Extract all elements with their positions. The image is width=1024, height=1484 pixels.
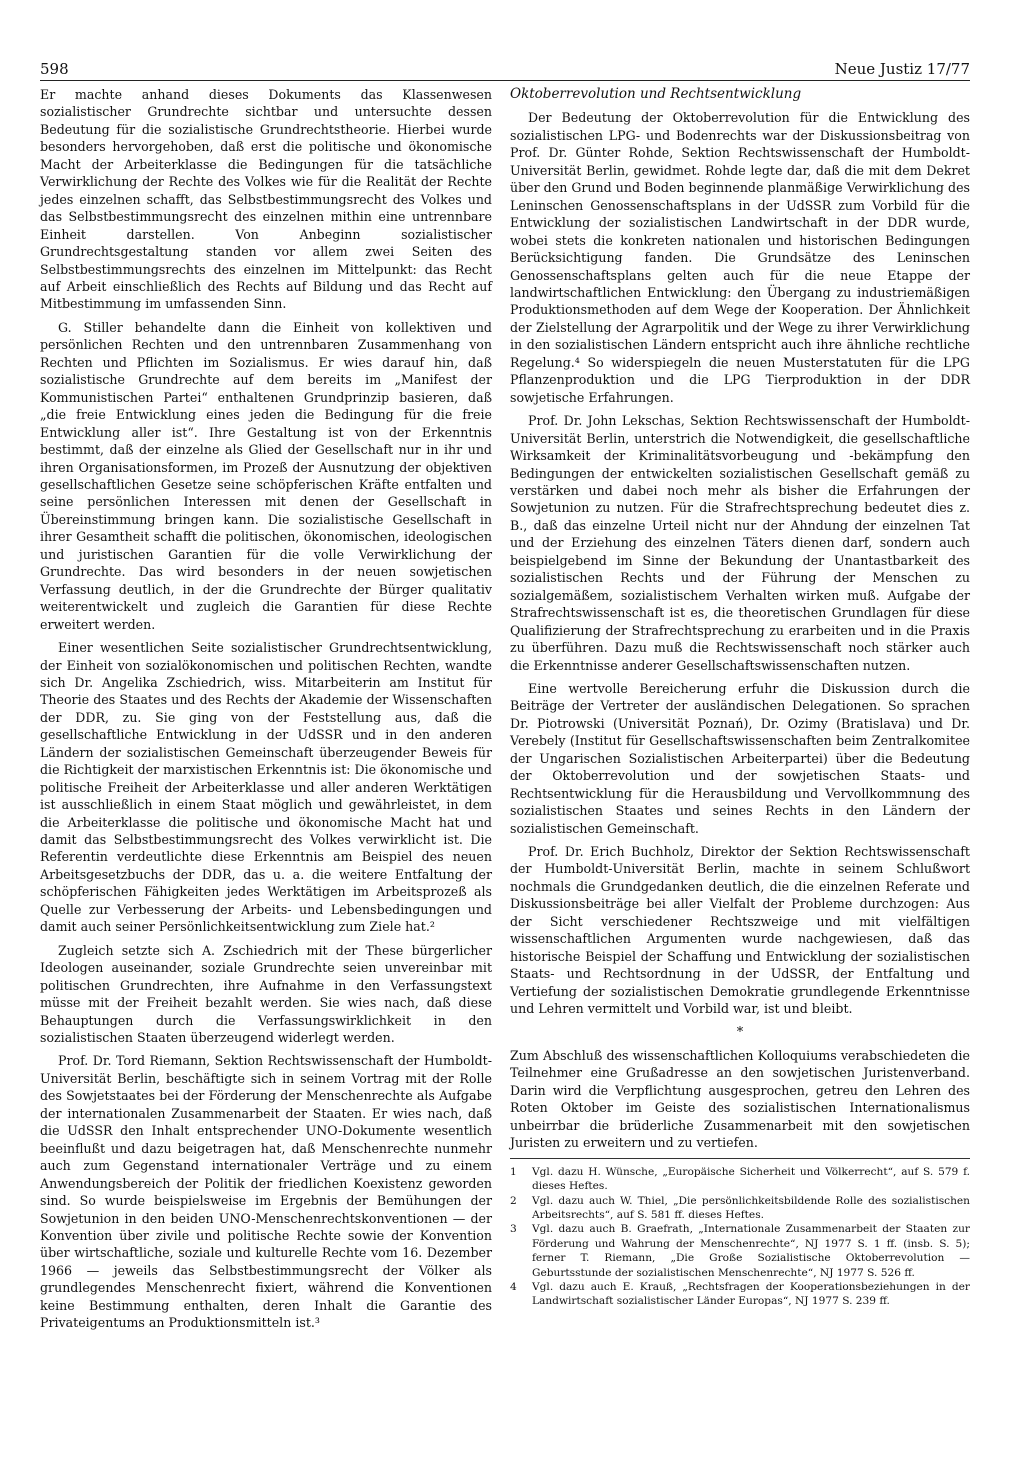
footnote-number: 2 — [510, 1194, 517, 1207]
paragraph: Eine wertvolle Bereicherung erfuhr die Diskussion durch die Beiträge der Vertreter der ausländischen Delegationen. So sprachen Dr. Piotrowski (Universität Poznań), Dr. Ozimy (Bratislava) und Dr. Verebely (Institut für Gesellschaftswissenschaften beim Zentralkomitee der Ungarischen Sozialistischen Arbeiterpartei) über die Bedeutung der Oktoberrevolution und der sowjetischen Staats- und Rechtsentwicklung für die Herausbildung und Vervollkommnung des sozialistischen Staates und seines Rechts in den Ländern der sozialistischen Gemeinschaft. — [510, 680, 970, 836]
footnote-text: Vgl. dazu H. Wünsche, „Europäische Sicherheit und Völkerrecht“, auf S. 579 f. dieses Heftes. — [532, 1165, 970, 1193]
footnote-number: 3 — [510, 1223, 517, 1236]
footnote — [510, 1194, 970, 1223]
section-heading: Oktoberrevolution und Rechtsentwicklung — [510, 86, 802, 102]
paragraph: Zugleich setzte sich A. Zschiedrich mit der These bürgerlicher Ideologen auseinander, soziale Grundrechte seien unvereinbar mit politischen Grundrechten, ihre Aufnahme in den Verfassungstext müsse mit der Freiheit bezahlt werden. Sie wies nach, daß diese Behauptungen durch die Verfassungswirklichkeit in den sozialistischen Staaten überzeugend widerlegt werden. — [40, 942, 492, 1046]
section-separator: * — [736, 1024, 744, 1040]
footnote-number: 1 — [510, 1165, 517, 1178]
closing-paragraph: Zum Abschluß des wissenschaftlichen Kolloquiums verabschiedeten die Teilnehmer eine Grußadresse an den sowjetischen Juristenverband. Darin wird die Verpflichtung ausgesprochen, getreu den Lehren des Roten Oktober im Geiste des sozialistischen Internationalismus unbeirrbar die brüderliche Zusammenarbeit mit den sowjetischen Juristen zu erweitern und zu vertiefen. — [510, 1048, 970, 1151]
page-header — [40, 60, 970, 82]
footnotes — [510, 1165, 970, 1309]
journal-title: Neue Justiz 17/77 — [834, 60, 970, 78]
right-column — [510, 86, 970, 1309]
page-number: 598 — [40, 60, 69, 78]
footnote-number: 4 — [510, 1280, 517, 1293]
paragraph: Einer wesentlichen Seite sozialistischer Grundrechtsentwicklung, der Einheit von sozialökonomischen und politischen Rechten, wandte sich Dr. Angelika Zschiedrich, wiss. Mitarbeiterin am Institut für Theorie des Staates und des Rechts der Akademie der Wissenschaften der DDR, zu. Sie ging von der Feststellung aus, daß die gesellschaftliche Entwicklung in der UdSSR und in den anderen Ländern der sozialistischen Gemeinschaft überzeugender Beweis für die Richtigkeit der marxistischen Erkenntnis ist: Die ökonomische und politische Freiheit der Arbeiterklasse und aller anderen Werktätigen ist ausschließlich in einem Staat möglich und gewährleistet, in dem die Arbeiterklasse die politische und ökonomische Macht hat und damit das Selbstbestimmungsrecht des Volkes verwirklicht ist. Die Referentin verdeutlichte diese Erkenntnis am Beispiel des neuen Arbeitsgesetzbuchs der DDR, das u. a. die weitere Entfaltung der schöpferischen Fähigkeiten jedes Werktätigen im Arbeitsprozeß als Quelle zur Verbesserung der Arbeits- und Lebensbedingungen und damit auch seiner Persönlichkeitsentwicklung zum Ziele hat.² — [40, 640, 492, 935]
footnote — [510, 1222, 970, 1280]
footnote-text: Vgl. dazu auch E. Krauß, „Rechtsfragen der Kooperationsbeziehungen in der Landwirtschaft sozialistischer Länder Europas“, NJ 1977 S. 239 ff. — [532, 1280, 970, 1308]
paragraph: Prof. Dr. John Lekschas, Sektion Rechtswissenschaft der Humboldt-Universität Berlin, unterstrich die Notwendigkeit, die gesellschaftliche Wirksamkeit der Kriminalitätsvorbeugung und -bekämpfung den Bedingungen der entwickelten sozialistischen Gesellschaft gemäß zu verstärken und dabei noch mehr als bisher die Erfahrungen der Sowjetunion zu nutzen. Für die Strafrechtsprechung bedeutet dies z. B., daß das einzelne Urteil nicht nur der Ahndung der einzelnen Tat und der Erziehung des einzelnen Täters dienen darf, sondern auch beispielgebend im Sinne der Bekundung der Unantastbarkeit des sozialistischen Rechts und der Führung der Menschen zu sozialgemäßem, sozialistischem Verhalten wirken muß. Aufgabe der Strafrechtswissenschaft ist es, die theoretischen Grundlagen für diese Qualifizierung der Strafrechtsprechung zu erarbeiten und in die Praxis zu überführen. Dazu muß die Rechtswissenschaft noch stärker auch die Erkenntnisse anderer Gesellschaftswissenschaften nutzen. — [510, 413, 970, 673]
footnote — [510, 1165, 970, 1194]
footnote-text: Vgl. dazu auch W. Thiel, „Die persönlichkeitsbildende Rolle des sozialistischen Arbeitsrechts“, auf S. 581 ff. dieses Heftes. — [532, 1194, 970, 1221]
header-rule — [40, 80, 970, 81]
paragraph: Prof. Dr. Erich Buchholz, Direktor der Sektion Rechtswissenschaft der Humboldt-Universität Berlin, machte in seinem Schlußwort nochmals die Grundgedanken deutlich, die die einzelnen Referate und Diskussionsbeiträge bei aller Vielfalt der Probleme durchzogen: Aus der Sicht verschiedener Rechtszweige und mit vielfältigen wissenschaftlichen Argumenten wurde nachgewiesen, daß das historische Beispiel der Schaffung und Entwicklung der sozialistischen Staats- und Rechtsordnung in der UdSSR, der Entfaltung und Vertiefung der sozialistischen Demokratie grundlegende Erkenntnisse und Lehren vermittelt und Vorbild war, ist und bleibt. — [510, 844, 970, 1017]
footnote-rule — [510, 1158, 970, 1159]
paragraph: Der Bedeutung der Oktoberrevolution für die Entwicklung des sozialistischen LPG- und Bodenrechts war der Diskussionsbeitrag von Prof. Dr. Günter Rohde, Sektion Rechtswissenschaft der Humboldt-Universität Berlin, gewidmet. Rohde legte dar, daß die mit dem Dekret über den Grund und Boden beginnende planmäßige Verwirklichung des Leninschen Genossenschaftsplans in der UdSSR zum Vorbild für die Entwicklung der sozialistischen Landwirtschaft in der DDR wurde, wobei stets die konkreten nationalen und historischen Bedingungen Berücksichtigung fanden. Die Grundsätze des Leninschen Genossenschaftsplans gelten auch für die neue Etappe der landwirtschaftlichen Entwicklung: den Übergang zu industriemäßigen Produktionsmethoden auf dem Wege der Kooperation. Der Ähnlichkeit der Zielstellung der Agrarpolitik und der Wege zu ihrer Verwirklichung in den sozialistischen Ländern entspricht auch ihre ähnliche rechtliche Regelung.⁴ So widerspiegeln die neuen Musterstatuten für die LPG Pflanzenproduktion und die LPG Tierproduktion in der DDR sowjetische Erfahrungen. — [510, 110, 970, 405]
paragraph: G. Stiller behandelte dann die Einheit von kollektiven und persönlichen Rechten und den untrennbaren Zusammenhang von Rechten und Pflichten im Sozialismus. Er wies darauf hin, daß sozialistische Grundrechte auf dem bereits im „Manifest der Kommunistischen Partei“ enthaltenen Grundprinzip basieren, daß „die freie Entwicklung eines jeden die Bedingung für die freie Entwicklung aller ist“. Ihre Gestaltung ist von der Erkenntnis bestimmt, daß der einzelne als Glied der Gesellschaft nur in ihr und ihren Organisationsformen, im Prozeß der Ausnutzung der objektiven gesellschaftlichen Gesetze seine schöpferischen Kräfte entfalten und seine persönlichen Interessen mit denen der Gesellschaft in Übereinstimmung bringen kann. Die sozialistische Gesellschaft in ihrer Gesamtheit schafft die politischen, ökonomischen, ideologischen und juristischen Garantien für die volle Verwirklichung der Grundrechte. Das wird besonders in der neuen sowjetischen Verfassung deutlich, in der die Grundrechte der Bürger qualitativ weiterentwickelt und zugleich die Garantien für diese Rechte erweitert werden. — [40, 319, 492, 632]
paragraph: Prof. Dr. Tord Riemann, Sektion Rechtswissenschaft der Humboldt-Universität Berlin, beschäftigte sich in seinem Vortrag mit der Rolle des Sowjetstaates bei der Förderung der Menschenrechte als Aufgabe der internationalen Zusammenarbeit der Staaten. Er wies nach, daß die UdSSR den Inhalt entsprechender UNO-Dokumente wesentlich beeinflußt und dazu beigetragen hat, daß Menschenrechte nunmehr auch zum Gegenstand internationaler Verträge und zu einem Anwendungsbereich der Politik der friedlichen Koexistenz geworden sind. So wurde beispielsweise im Ergebnis der Bemühungen der Sowjetunion in den beiden UNO-Menschenrechtskonventionen — der Konvention über zivile und politische Rechte sowie der Konvention über wirtschaftliche, soziale und kulturelle Rechte vom 16. Dezember 1966 — jeweils das Selbstbestimmungsrecht der Völker als grundlegendes Menschenrecht fixiert, während die Konventionen keine Bestimmung enthalten, deren Inhalt die Garantie des Privateigentums an Produktionsmitteln ist.³ — [40, 1053, 492, 1331]
footnote — [510, 1280, 970, 1309]
footnote-text: Vgl. dazu auch B. Graefrath, „Internationale Zusammenarbeit der Staaten zur Förderung und Wahrung der Menschenrechte“, NJ 1977 S. 1 ff. (insb. S. 5); ferner T. Riemann, „Die Große Sozialistische Oktoberrevolution — Geburtsstunde der sozialistischen Menschenrechte“, NJ 1977 S. 526 ff. — [532, 1223, 970, 1279]
paragraph: Er machte anhand dieses Dokuments das Klassenwesen sozialistischer Grundrechte sichtbar und untersuchte dessen Bedeutung für die sozialistische Grundrechtstheorie. Hierbei wurde besonders hervorgehoben, daß erst die politische und ökonomische Macht der Arbeiterklasse die Bedingungen für die tatsächliche Verwirklichung der Rechte des Volkes wie für die Realität der Rechte jedes einzelnen schafft, das Selbstbestimmungsrecht des Volkes und das Selbstbestimmungsrecht des einzelnen mithin eine untrennbare Einheit darstellen. Von Anbeginn sozialistischer Grundrechtsgestaltung standen vor allem zwei Seiten des Selbstbestimmungsrechts des einzelnen im Mittelpunkt: das Recht auf Arbeit einschließlich des Rechts auf Bildung und das Recht auf Mitbestimmung im umfassenden Sinn. — [40, 87, 492, 312]
left-column — [40, 86, 492, 1338]
